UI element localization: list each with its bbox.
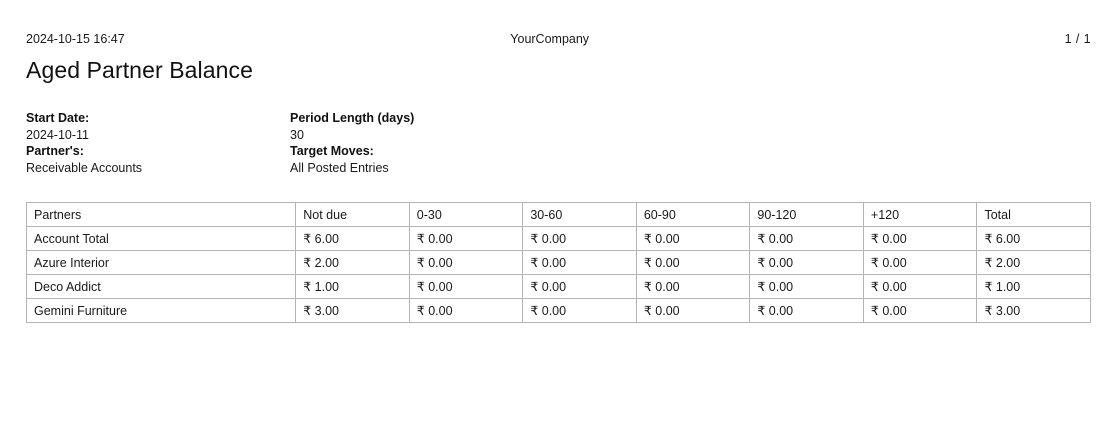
cell-90-120: ₹ 0.00 bbox=[750, 299, 864, 323]
column-header-partners: Partners bbox=[27, 203, 296, 227]
cell-30-60: ₹ 0.00 bbox=[523, 251, 637, 275]
cell-0-30: ₹ 0.00 bbox=[409, 227, 523, 251]
cell-not-due: ₹ 6.00 bbox=[296, 227, 410, 251]
company-name: YourCompany bbox=[510, 32, 590, 46]
partners-value: Receivable Accounts bbox=[26, 160, 143, 175]
start-date-value: 2024-10-11 bbox=[26, 127, 90, 142]
cell-total: ₹ 1.00 bbox=[977, 275, 1091, 299]
cell-not-due: ₹ 2.00 bbox=[296, 251, 410, 275]
cell-partner: Gemini Furniture bbox=[27, 299, 296, 323]
cell-total: ₹ 6.00 bbox=[977, 227, 1091, 251]
column-header-30-60: 30-60 bbox=[523, 203, 637, 227]
cell-total: ₹ 3.00 bbox=[977, 299, 1091, 323]
cell-partner: Deco Addict bbox=[27, 275, 296, 299]
cell-60-90: ₹ 0.00 bbox=[636, 299, 750, 323]
page-indicator: 1 / 1 bbox=[1064, 32, 1091, 46]
target-moves-value: All Posted Entries bbox=[290, 160, 389, 175]
filter-column-left bbox=[26, 110, 290, 176]
cell-plus-120: ₹ 0.00 bbox=[863, 275, 977, 299]
cell-partner: Azure Interior bbox=[27, 251, 296, 275]
partners-label: Partner's: bbox=[26, 144, 84, 158]
aged-partner-balance-table bbox=[26, 202, 1091, 323]
cell-0-30: ₹ 0.00 bbox=[409, 275, 523, 299]
cell-30-60: ₹ 0.00 bbox=[523, 227, 637, 251]
table-row bbox=[27, 275, 1091, 299]
column-header-not-due: Not due bbox=[296, 203, 410, 227]
cell-60-90: ₹ 0.00 bbox=[636, 227, 750, 251]
cell-0-30: ₹ 0.00 bbox=[409, 299, 523, 323]
cell-90-120: ₹ 0.00 bbox=[750, 275, 864, 299]
cell-60-90: ₹ 0.00 bbox=[636, 275, 750, 299]
table-row bbox=[27, 251, 1091, 275]
page-title: Aged Partner Balance bbox=[26, 57, 254, 83]
cell-not-due: ₹ 3.00 bbox=[296, 299, 410, 323]
table-row bbox=[27, 299, 1091, 323]
column-header-60-90: 60-90 bbox=[636, 203, 750, 227]
cell-plus-120: ₹ 0.00 bbox=[863, 227, 977, 251]
report-datetime: 2024-10-15 16:47 bbox=[26, 32, 125, 46]
cell-total: ₹ 2.00 bbox=[977, 251, 1091, 275]
report-header bbox=[26, 0, 1091, 46]
cell-90-120: ₹ 0.00 bbox=[750, 251, 864, 275]
cell-90-120: ₹ 0.00 bbox=[750, 227, 864, 251]
column-header-90-120: 90-120 bbox=[750, 203, 864, 227]
column-header-plus-120: +120 bbox=[863, 203, 977, 227]
period-length-value: 30 bbox=[290, 127, 304, 142]
column-header-0-30: 0-30 bbox=[409, 203, 523, 227]
period-length-label: Period Length (days) bbox=[290, 111, 415, 125]
cell-60-90: ₹ 0.00 bbox=[636, 251, 750, 275]
filter-column-right bbox=[290, 110, 554, 176]
start-date-label: Start Date: bbox=[26, 111, 90, 125]
cell-30-60: ₹ 0.00 bbox=[523, 275, 637, 299]
filter-summary bbox=[26, 110, 1091, 176]
cell-plus-120: ₹ 0.00 bbox=[863, 251, 977, 275]
cell-0-30: ₹ 0.00 bbox=[409, 251, 523, 275]
column-header-total: Total bbox=[977, 203, 1091, 227]
cell-partner: Account Total bbox=[27, 227, 296, 251]
target-moves-label: Target Moves: bbox=[290, 144, 374, 158]
table-row bbox=[27, 227, 1091, 251]
cell-plus-120: ₹ 0.00 bbox=[863, 299, 977, 323]
cell-30-60: ₹ 0.00 bbox=[523, 299, 637, 323]
table-header-row bbox=[27, 203, 1091, 227]
cell-not-due: ₹ 1.00 bbox=[296, 275, 410, 299]
